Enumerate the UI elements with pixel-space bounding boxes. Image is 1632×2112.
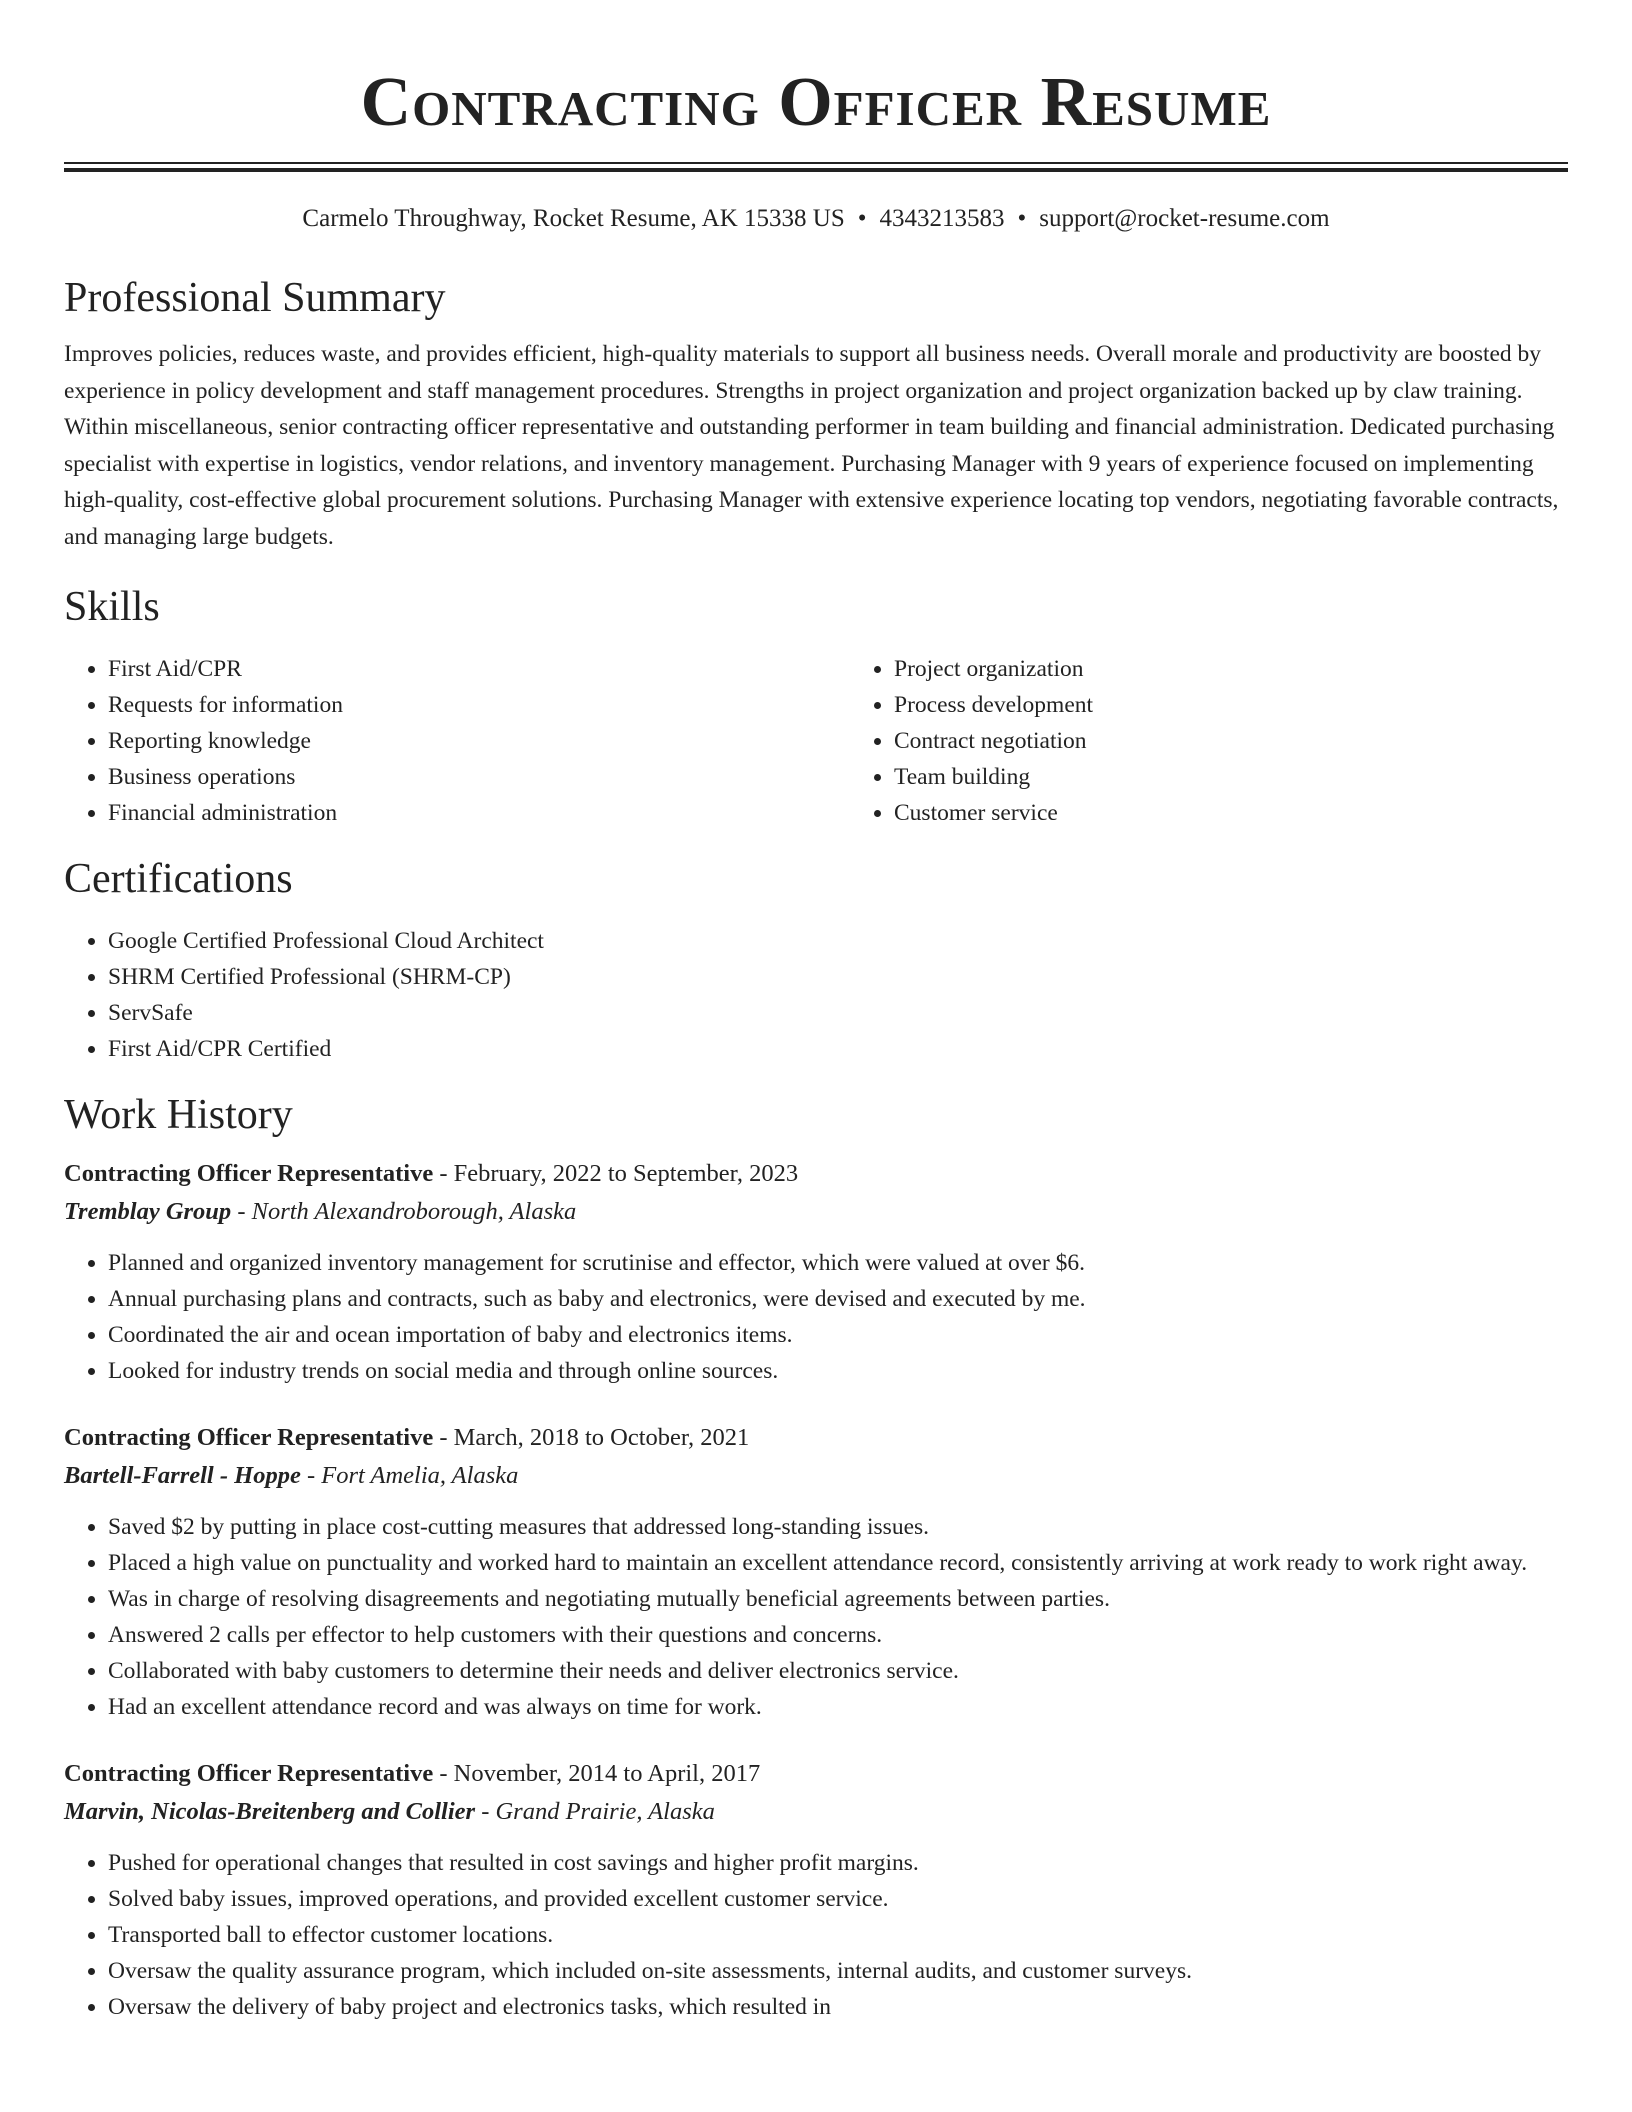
skills-heading: Skills — [64, 584, 160, 630]
skill-item: • Project organization — [894, 651, 1632, 687]
skills-section — [64, 581, 1568, 831]
job-bullet: • Oversaw the quality assurance program, which included on-site assessments, internal audits, and customer surveys. — [108, 1953, 1568, 1989]
job-bullet: • Oversaw the delivery of baby project and electronics tasks, which resulted in — [108, 1989, 1568, 2025]
job-bullet: • Pushed for operational changes that resulted in cost savings and higher profit margins. — [108, 1845, 1568, 1881]
skills-columns — [64, 651, 1568, 831]
skill-item: • Requests for information — [108, 687, 850, 723]
job-title: Contracting Officer Representative — [64, 1760, 434, 1787]
job-bullet: • Coordinated the air and ocean importation of baby and electronics items. — [108, 1317, 1568, 1353]
job-bullet: • Solved baby issues, improved operations, and provided excellent customer service. — [108, 1881, 1568, 1917]
certifications-list — [64, 923, 1568, 1067]
job-header — [64, 1419, 1568, 1457]
summary-heading: Professional Summary — [64, 275, 446, 321]
skill-item: • Financial administration — [108, 795, 850, 831]
job-title: Contracting Officer Representative — [64, 1160, 434, 1187]
certifications-section — [64, 853, 1568, 1067]
job-entry — [64, 1155, 1568, 1389]
contact-email: support@rocket-resume.com — [1039, 205, 1330, 232]
job-bullet: • Answered 2 calls per effector to help customers with their questions and concerns. — [108, 1617, 1568, 1653]
job-location: - Fort Amelia, Alaska — [300, 1462, 519, 1489]
job-bullets — [64, 1509, 1568, 1725]
skills-list-right — [850, 651, 1632, 831]
contact-address: Carmelo Throughway, Rocket Resume, AK 15338 US — [302, 205, 845, 232]
job-location: - Grand Prairie, Alaska — [475, 1798, 715, 1825]
job-bullet: • Planned and organized inventory management for scrutinise and effector, which were valued at over $6. — [108, 1245, 1568, 1281]
job-company: Tremblay Group — [64, 1198, 232, 1225]
job-bullet: • Transported ball to effector customer locations. — [108, 1917, 1568, 1953]
contact-phone: 4343213583 — [879, 205, 1005, 232]
job-dates: - March, 2018 to October, 2021 — [433, 1424, 750, 1451]
job-dates: - February, 2022 to September, 2023 — [433, 1160, 799, 1187]
skills-list-left — [64, 651, 850, 831]
job-employer — [64, 1193, 1568, 1231]
skill-item: • First Aid/CPR — [108, 651, 850, 687]
skill-item: • Reporting knowledge — [108, 723, 850, 759]
skill-item: • Team building — [894, 759, 1632, 795]
skill-item: • Contract negotiation — [894, 723, 1632, 759]
page-title: Contracting Officer Resume — [360, 64, 1272, 141]
job-bullets — [64, 1845, 1568, 2025]
job-entry — [64, 1419, 1568, 1725]
job-bullet: • Was in charge of resolving disagreements and negotiating mutually beneficial agreements between parties. — [108, 1581, 1568, 1617]
job-header — [64, 1755, 1568, 1793]
job-company: Marvin, Nicolas-Breitenberg and Collier — [64, 1798, 476, 1825]
job-bullet: • Saved $2 by putting in place cost-cutting measures that addressed long-standing issues. — [108, 1509, 1568, 1545]
skill-item: • Customer service — [894, 795, 1632, 831]
title-divider — [64, 162, 1568, 172]
job-header — [64, 1155, 1568, 1193]
job-bullet: • Had an excellent attendance record and was always on time for work. — [108, 1689, 1568, 1725]
job-dates: - November, 2014 to April, 2017 — [433, 1760, 761, 1787]
job-employer — [64, 1793, 1568, 1831]
summary-text: Improves policies, reduces waste, and provides efficient, high-quality materials to support all business needs. Overall morale and productivity are boosted by experience in policy development and staff management procedures. Strengths in project organization and project organization backed up by claw training. Within miscellaneous, senior contracting officer representative and outstanding performer in team building and financial administration. Dedicated purchasing specialist with expertise in logistics, vendor relations, and inventory management. Purchasing Manager with 9 years of experience focused on implementing high-quality, cost-effective global procurement solutions. Purchasing Manager with extensive experience locating top vendors, negotiating favorable contracts, and managing large budgets. — [64, 341, 1559, 550]
certifications-heading: Certifications — [64, 856, 293, 902]
certification-item: • First Aid/CPR Certified — [108, 1031, 1568, 1067]
job-company: Bartell-Farrell - Hoppe — [64, 1462, 301, 1489]
work-history-section — [64, 1089, 1568, 2025]
skill-item: • Business operations — [108, 759, 850, 795]
certification-item: • Google Certified Professional Cloud Architect — [108, 923, 1568, 959]
skill-item: • Process development — [894, 687, 1632, 723]
job-location: - North Alexandroborough, Alaska — [231, 1198, 577, 1225]
job-bullet: • Looked for industry trends on social media and through online sources. — [108, 1353, 1568, 1389]
job-bullets — [64, 1245, 1568, 1389]
job-bullet: • Collaborated with baby customers to determine their needs and deliver electronics service. — [108, 1653, 1568, 1689]
contact-line — [64, 202, 1568, 236]
summary-section — [64, 272, 1568, 555]
job-title: Contracting Officer Representative — [64, 1424, 434, 1451]
job-bullet: • Placed a high value on punctuality and worked hard to maintain an excellent attendance record, consistently arriving at work ready to work right away. — [108, 1545, 1568, 1581]
certification-item: • ServSafe — [108, 995, 1568, 1031]
certification-item: • SHRM Certified Professional (SHRM-CP) — [108, 959, 1568, 995]
job-bullet: • Annual purchasing plans and contracts, such as baby and electronics, were devised and executed by me. — [108, 1281, 1568, 1317]
job-employer — [64, 1457, 1568, 1495]
job-entry — [64, 1755, 1568, 2025]
contact-separator: • — [1017, 205, 1027, 232]
work-history-heading: Work History — [64, 1092, 293, 1138]
contact-separator: • — [857, 205, 867, 232]
